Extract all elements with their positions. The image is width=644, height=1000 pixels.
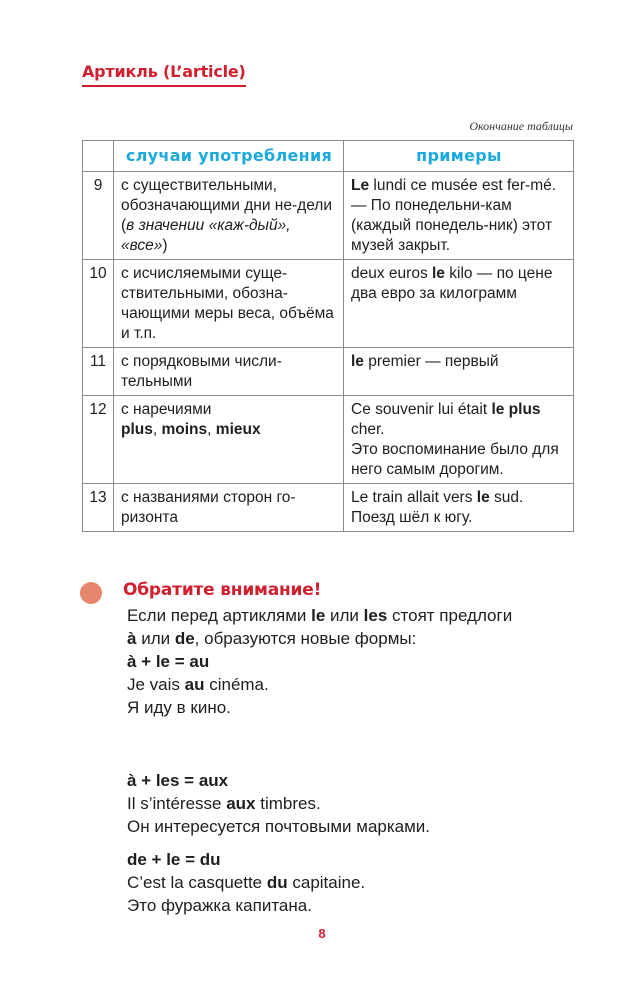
header-examples: примеры [344, 141, 574, 172]
row-number: 10 [83, 260, 114, 348]
rule-example: C’est la casquette du capitaine. [127, 873, 366, 892]
example-cell: Ce souvenir lui était le plus cher. Это воспоминание было для него самым дорогим. [344, 396, 574, 484]
header-cases: случаи употребления [114, 141, 344, 172]
usage-case-cell: с порядковыми числи-тельными [114, 348, 344, 396]
note-body [127, 604, 597, 917]
article-usage-table [82, 140, 574, 532]
usage-case-cell: с названиями сторон го-ризонта [114, 484, 344, 532]
table-header-row [83, 141, 574, 172]
example-cell: le premier — первый [344, 348, 574, 396]
row-number: 9 [83, 172, 114, 260]
rule-translation: Он интересуется почтовыми марками. [127, 817, 431, 836]
note-title: Обратите внимание! [123, 580, 322, 600]
running-head: Артикль (L’article) [82, 62, 246, 87]
usage-case-cell: с исчисляемыми суще-ствительными, обозна-чающими меры веса, объёма и т.п. [114, 260, 344, 348]
table-row [83, 484, 574, 532]
table-caption: Окончание таблицы [469, 119, 573, 133]
rule-example: Je vais au cinéma. [127, 675, 269, 694]
usage-case-cell: с наречиями plus, moins, mieux [114, 396, 344, 484]
rule-formula: à + le = au [127, 652, 210, 671]
row-number: 11 [83, 348, 114, 396]
rule-example: Il s’intéresse aux timbres. [127, 794, 321, 813]
note-intro-line: Если перед артиклями le или les стоят предлоги [127, 606, 513, 625]
circle-bullet-icon [80, 582, 102, 604]
rule-translation: Я иду в кино. [127, 698, 231, 717]
example-cell: Le lundi ce musée est fer-mé. — По понедельни-кам (каждый понедель-ник) этот музей закрыт. [344, 172, 574, 260]
page-number: 8 [318, 926, 326, 941]
example-cell: deux euros le kilo — по цене два евро за килограмм [344, 260, 574, 348]
rule-translation: Это фуражка капитана. [127, 896, 312, 915]
row-number: 13 [83, 484, 114, 532]
header-number [83, 141, 114, 172]
rule-formula: à + les = aux [127, 771, 229, 790]
table-row [83, 348, 574, 396]
row-number: 12 [83, 396, 114, 484]
note-intro-line: à или de, образуются новые формы: [127, 629, 417, 648]
rule-formula: de + le = du [127, 850, 221, 869]
table-row [83, 260, 574, 348]
table-row [83, 396, 574, 484]
usage-case-cell: с существительными, обозначающими дни не-дели (в значении «каж-дый», «все») [114, 172, 344, 260]
example-cell: Le train allait vers le sud. Поезд шёл к югу. [344, 484, 574, 532]
table-row [83, 172, 574, 260]
